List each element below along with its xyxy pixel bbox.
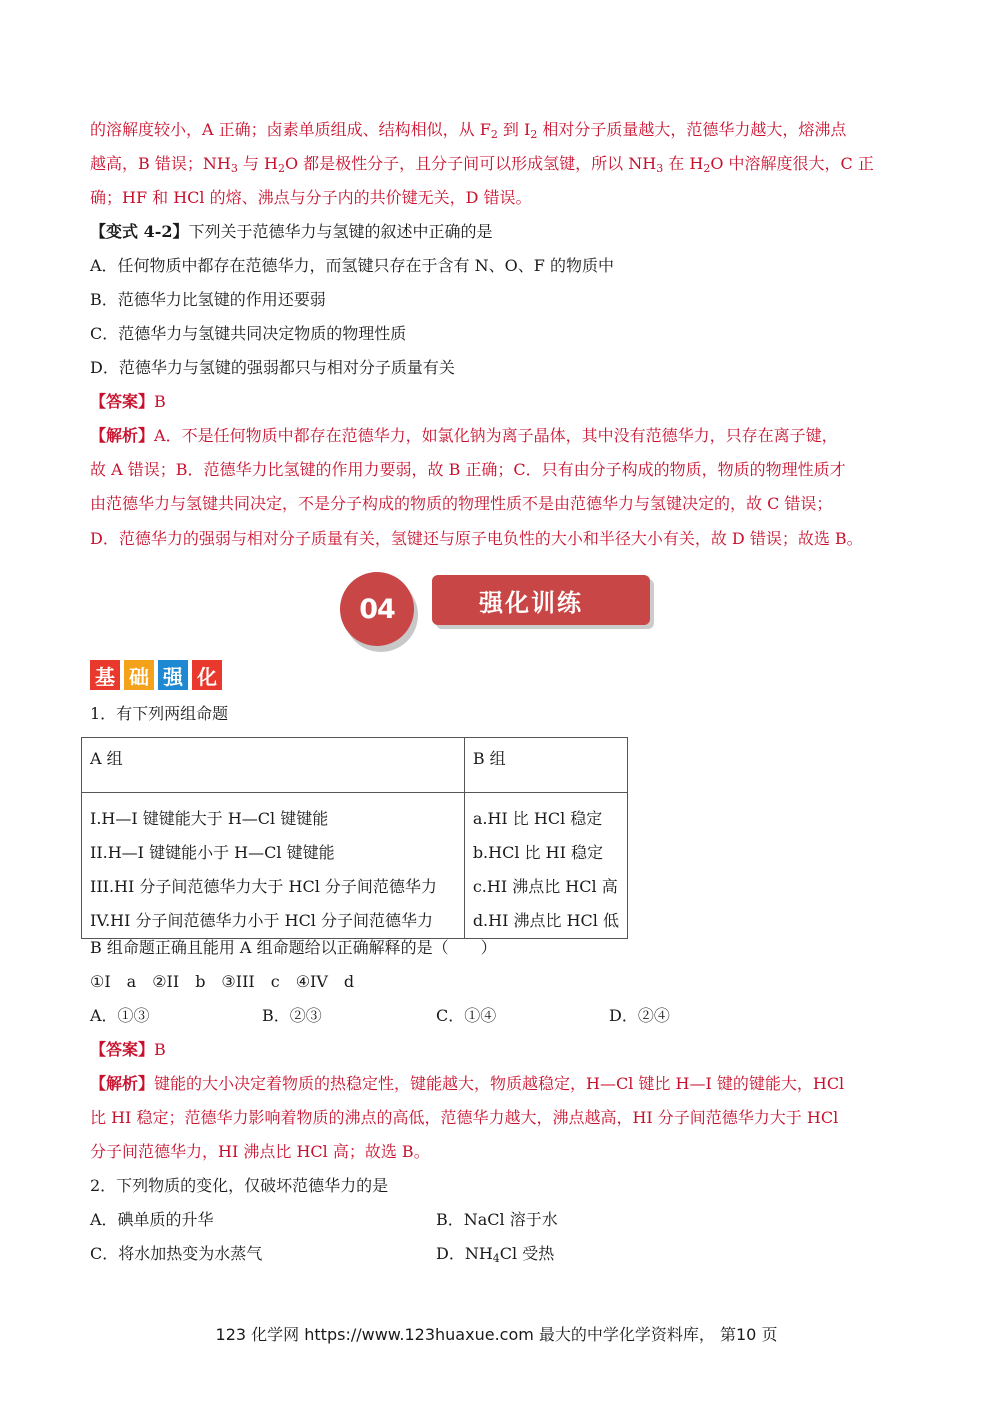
a-row-2: II.H—I 键键能小于 H—Cl 键键能: [90, 843, 335, 862]
a-row-4: IV.HI 分子间范德华力小于 HCl 分子间范德华力: [90, 911, 434, 930]
subscript: 2: [277, 162, 285, 175]
variant-analysis-1: [90, 424, 838, 448]
section-tags: [90, 660, 222, 690]
intro-line-1: [90, 118, 846, 142]
tag-qiang: 强: [158, 660, 188, 690]
intro-text: 在 H: [663, 154, 704, 173]
tag-hua: 化: [192, 660, 222, 690]
tag-ji: 基: [90, 660, 120, 690]
q2-option-d: [436, 1242, 554, 1266]
table-header-a: A 组: [82, 738, 465, 793]
analysis-text: 键能的大小决定着物质的热稳定性，键能越大，物质越稳定，H—Cl 键比 H—I 键的键能大，HCl: [154, 1074, 845, 1093]
variant-analysis-2: 故 A 错误；B．范德华力比氢键的作用力要弱，故 B 正确；C．只有由分子构成的物质，物质的物理性质才: [90, 460, 846, 479]
q1-option-d: D．②④: [609, 1006, 670, 1025]
variant-tag: 【变式 4-2】: [90, 222, 189, 241]
variant-option-a: A．任何物质中都存在范德华力，而氢键只存在于含有 N、O、F 的物质中: [90, 256, 614, 275]
analysis-tag: 【解析】: [90, 1074, 155, 1093]
b-row-3: c.HI 沸点比 HCl 高: [472, 877, 618, 896]
answer-value: B: [154, 1040, 166, 1059]
variant-question: [90, 220, 493, 244]
option-text: Cl 受热: [499, 1244, 555, 1263]
answer-value: B: [154, 392, 166, 411]
option-text: D．NH: [436, 1244, 493, 1263]
answer-tag: 【答案】: [90, 1040, 155, 1059]
b-row-2: b.HCl 比 HI 稳定: [472, 843, 603, 862]
intro-line-2: [90, 152, 874, 176]
variant-question-text: 下列关于范德华力与氢键的叙述中正确的是: [188, 222, 493, 241]
analysis-text: A．不是任何物质中都存在范德华力，如氯化钠为离子晶体，其中没有范德华力，只存在离子键，: [154, 426, 838, 445]
table-col-b: [464, 793, 627, 939]
subscript: 2: [703, 162, 711, 175]
q2-option-b: B．NaCl 溶于水: [436, 1210, 558, 1229]
q1-answer: [90, 1038, 166, 1062]
intro-text: O 都是极性分子，且分子间可以形成氢键，所以 NH: [284, 154, 657, 173]
page-footer: 123 化学网 https://www.123huaxue.com 最大的中学化学资料库， 第10 页: [215, 1325, 778, 1344]
intro-text: 到 I: [497, 120, 531, 139]
subscript: 2: [530, 128, 538, 141]
q1-stem: 1．有下列两组命题: [90, 704, 229, 723]
answer-tag: 【答案】: [90, 392, 155, 411]
q1-analysis-2: 比 HI 稳定；范德华力影响着物质的沸点的高低，范德华力越大，沸点越高，HI 分子间范德华力大于 HCl: [90, 1108, 839, 1127]
subscript: 3: [656, 162, 664, 175]
q1-question: B 组命题正确且能用 A 组命题给以正确解释的是（ ）: [90, 938, 497, 957]
q2-option-a: A．碘单质的升华: [90, 1210, 214, 1229]
subscript: 2: [490, 128, 498, 141]
q1-option-b: B．②③: [262, 1006, 322, 1025]
subscript: 4: [492, 1252, 500, 1265]
q1-option-a: A．①③: [90, 1006, 150, 1025]
intro-text: 的溶解度较小，A 正确；卤素单质组成、结构相似，从 F: [90, 120, 491, 139]
section-banner: [340, 572, 652, 642]
a-row-1: I.H—I 键键能大于 H—Cl 键键能: [90, 809, 329, 828]
b-row-1: a.HI 比 HCl 稳定: [472, 809, 603, 828]
variant-analysis-3: 由范德华力与氢键共同决定，不是分子构成的物质的物理性质不是由范德华力与氢键决定的，故 C 错误；: [90, 494, 833, 513]
analysis-tag: 【解析】: [90, 426, 155, 445]
variant-option-c: C．范德华力与氢键共同决定物质的物理性质: [90, 324, 407, 343]
q2-option-c: C．将水加热变为水蒸气: [90, 1244, 263, 1263]
q1-analysis-1: [90, 1072, 844, 1096]
intro-line-3: 确；HF 和 HCl 的熔、沸点与分子内的共价键无关，D 错误。: [90, 188, 532, 207]
subscript: 3: [230, 162, 238, 175]
b-row-4: d.HI 沸点比 HCl 低: [472, 911, 619, 930]
table-col-a: [82, 793, 465, 939]
a-row-3: III.HI 分子间范德华力大于 HCl 分子间范德华力: [90, 877, 437, 896]
intro-text: 越高，B 错误；NH: [90, 154, 231, 173]
banner-title: 强化训练: [432, 575, 650, 625]
q1-option-c: C．①④: [436, 1006, 497, 1025]
intro-text: 与 H: [237, 154, 278, 173]
banner-number: 04: [340, 572, 414, 646]
tag-chu: 础: [124, 660, 154, 690]
variant-analysis-4: D．范德华力的强弱与相对分子质量有关，氢键还与原子电负性的大小和半径大小有关，故 D 错误；故选 B。: [90, 529, 863, 548]
q1-analysis-3: 分子间范德华力，HI 沸点比 HCl 高；故选 B。: [90, 1142, 430, 1161]
q2-stem: 2．下列物质的变化，仅破坏范德华力的是: [90, 1176, 389, 1195]
table-header-b: B 组: [464, 738, 627, 793]
intro-text: O 中溶解度很大，C 正: [710, 154, 874, 173]
proposition-table: [81, 737, 628, 939]
intro-text: 相对分子质量越大，范德华力越大，熔沸点: [537, 120, 847, 139]
q1-combos: ①I a ②II b ③III c ④IV d: [90, 972, 355, 991]
variant-option-b: B．范德华力比氢键的作用还要弱: [90, 290, 326, 309]
variant-option-d: D．范德华力与氢键的强弱都只与相对分子质量有关: [90, 358, 455, 377]
variant-answer: [90, 390, 166, 414]
